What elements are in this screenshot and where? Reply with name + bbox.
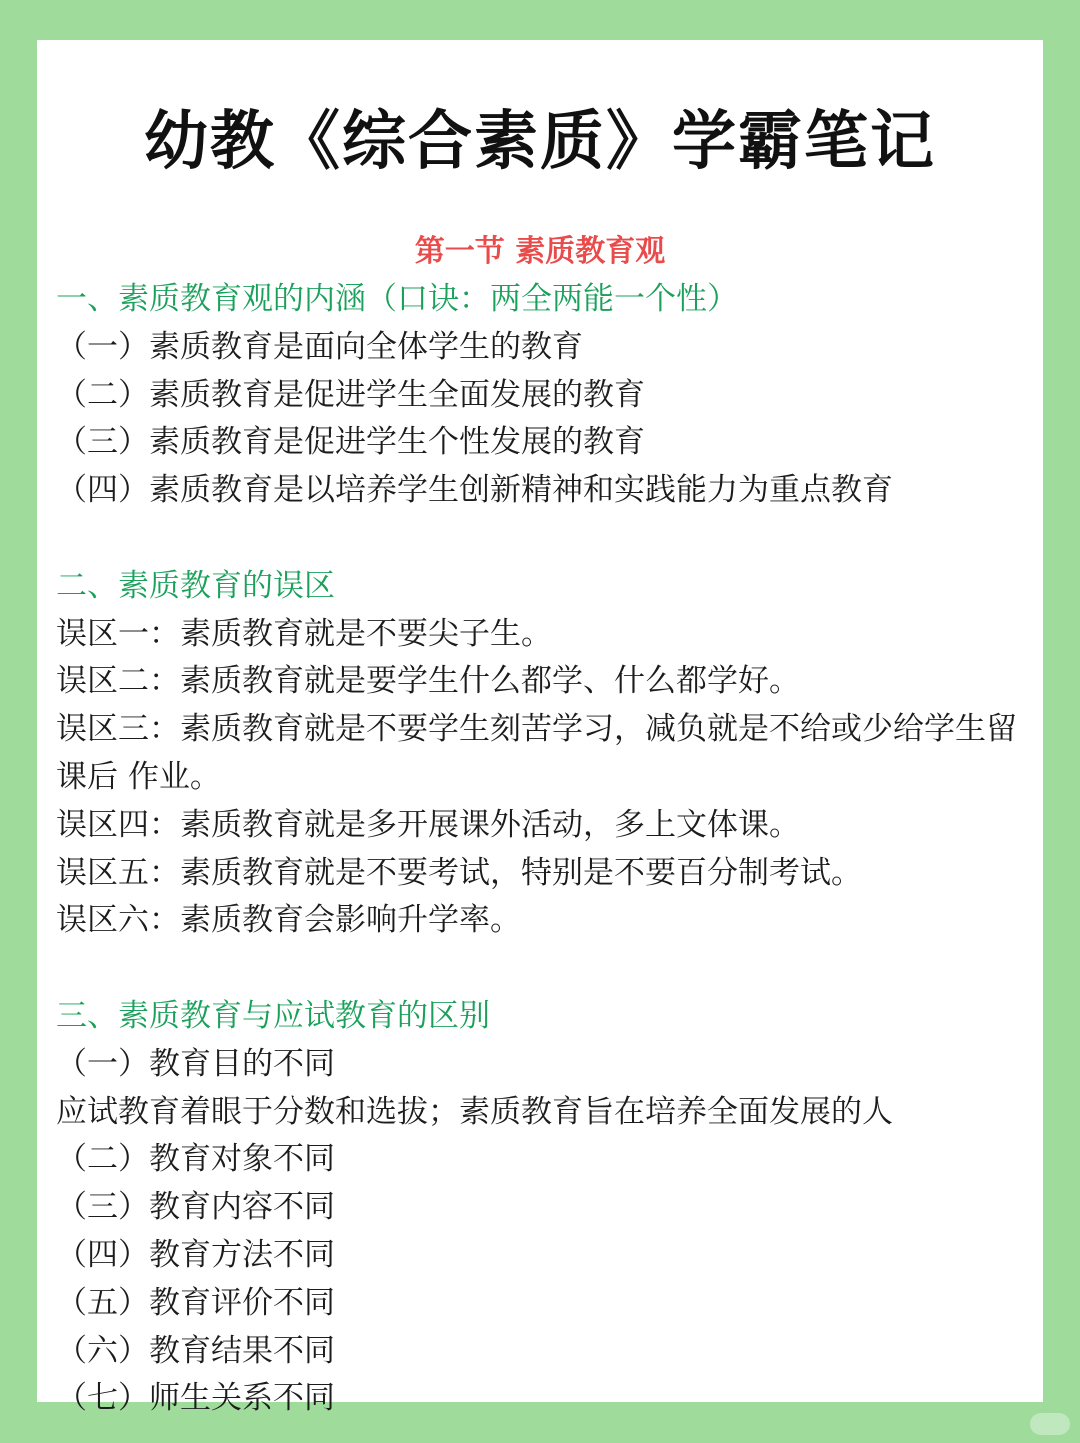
list-item: （一）教育目的不同 bbox=[56, 1045, 335, 1082]
note-card bbox=[37, 40, 1043, 1417]
list-item: （四）教育方法不同 bbox=[56, 1236, 335, 1273]
list-item: 误区五：素质教育就是不要考试，特别是不要百分制考试。 bbox=[56, 854, 862, 891]
heading-differences: 三、素质教育与应试教育的区别 bbox=[56, 997, 490, 1034]
heading-connotation: 一、素质教育观的内涵（口诀：两全两能一个性） bbox=[56, 281, 738, 317]
list-item: 误区三：素质教育就是不要学生刻苦学习，减负就是不给或少给学生留课后 作业。 bbox=[56, 711, 1017, 795]
watermark-badge bbox=[1030, 1413, 1070, 1435]
list-item: （三）素质教育是促进学生个性发展的教育 bbox=[56, 424, 645, 461]
section-title: 第一节 素质教育观 bbox=[414, 234, 666, 269]
spacer bbox=[56, 515, 1031, 563]
list-item: 误区一：素质教育就是不要尖子生。 bbox=[56, 615, 552, 652]
list-item: 误区四：素质教育就是多开展课外活动，多上文体课。 bbox=[56, 806, 800, 843]
list-item: 误区六：素质教育会影响升学率。 bbox=[56, 902, 521, 939]
list-item: 应试教育着眼于分数和选拔；素质教育旨在培养全面发展的人 bbox=[56, 1093, 893, 1130]
list-item: 误区二：素质教育就是要学生什么都学、什么都学好。 bbox=[56, 663, 800, 700]
page-title: 幼教《综合素质》学霸笔记 bbox=[144, 105, 936, 179]
note-content bbox=[56, 276, 1031, 1423]
heading-misconceptions: 二、素质教育的误区 bbox=[56, 567, 335, 604]
list-item: （二）素质教育是促进学生全面发展的教育 bbox=[56, 376, 645, 413]
spacer bbox=[56, 945, 1031, 993]
list-item: （七）师生关系不同 bbox=[56, 1380, 335, 1417]
list-item: （三）教育内容不同 bbox=[56, 1189, 335, 1226]
list-item: （四）素质教育是以培养学生创新精神和实践能力为重点教育 bbox=[56, 472, 893, 509]
list-item: （六）教育结果不同 bbox=[56, 1332, 335, 1369]
list-item: （二）教育对象不同 bbox=[56, 1141, 335, 1178]
list-item: （五）教育评价不同 bbox=[56, 1284, 335, 1321]
list-item: （一）素质教育是面向全体学生的教育 bbox=[56, 328, 583, 365]
